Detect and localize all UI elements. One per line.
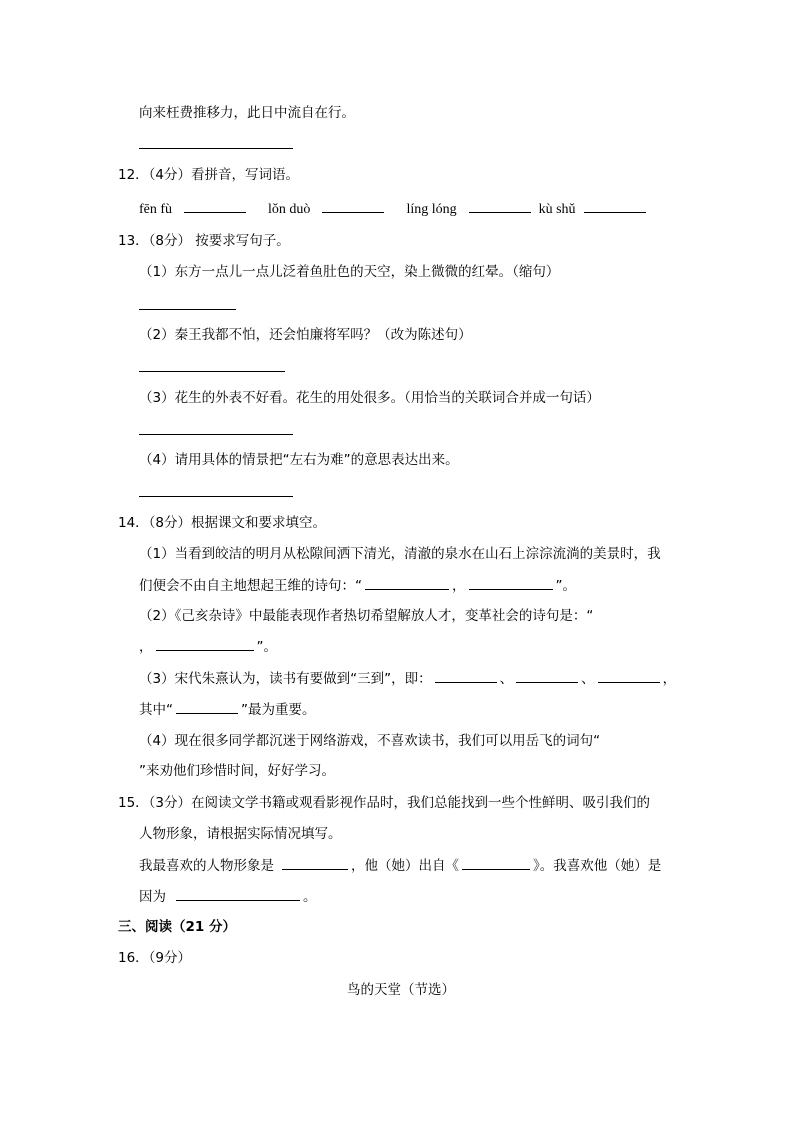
answer-blank-3[interactable] (469, 198, 531, 213)
text: ， (139, 639, 153, 655)
answer-blank-1[interactable] (184, 198, 246, 213)
q14-p1b (139, 575, 576, 596)
q14-p4b: ”来劝他们珍惜时间，好好学习。 (139, 763, 335, 779)
blank-q14-3c[interactable] (598, 668, 660, 683)
blank-q14-3d[interactable] (176, 699, 238, 714)
q13-header: 13．（8分） 按要求写句子。 (118, 233, 290, 249)
q16-header: 16．（9分） (118, 950, 192, 966)
q12-pinyin-row (139, 198, 649, 220)
answer-line-q13-2[interactable] (139, 371, 285, 372)
answer-blank-4[interactable] (584, 198, 646, 213)
q14-p1a: （1）当看到皎洁的明月从松隙间洒下清光，清澈的泉水在山石上淙淙流淌的美景时，我 (139, 546, 661, 562)
text: 、 (581, 671, 595, 687)
blank-q15-character[interactable] (282, 855, 348, 870)
text: （3）宋代朱熹认为，读书有要做到“三到”，即： (139, 671, 432, 687)
answer-line-q13-4[interactable] (139, 496, 293, 497)
text: 我最喜欢的人物形象是 (139, 858, 274, 874)
q14-header: 14．（8分）根据课文和要求填空。 (118, 515, 327, 531)
answer-line-q13-3[interactable] (139, 434, 293, 435)
section-title: 三、阅读（21 分） (118, 919, 236, 935)
q13-item-2: （2）秦王我都不怕，还会怕廉将军吗？（改为陈述句） (139, 327, 472, 343)
q12-header: 12．（4分）看拼音，写词语。 (118, 167, 300, 183)
text: ，他（她）出自《 (351, 858, 459, 874)
answer-line-q13-1[interactable] (139, 309, 236, 310)
blank-q14-1b[interactable] (469, 575, 553, 590)
text: ”最为重要。 (241, 702, 316, 718)
blank-q15-reason[interactable] (176, 886, 300, 901)
blank-q15-source[interactable] (462, 855, 530, 870)
q14-p3b (139, 699, 316, 720)
text: 。 (303, 889, 317, 905)
passage-title: 鸟的天堂（节选） (347, 982, 455, 998)
blank-q14-1a[interactable] (365, 575, 449, 590)
q13-item-1: （1）东方一点儿一点儿泛着鱼肚色的天空，染上微微的红晕。（缩句） (139, 264, 560, 280)
q14-p4a: （4）现在很多同学都沉迷于网络游戏，不喜欢读书，我们可以用岳飞的词句“ (139, 733, 601, 749)
poem-line: 向来枉费推移力，此日中流自在行。 (139, 105, 355, 121)
q14-p3a (139, 668, 676, 689)
blank-q14-2[interactable] (156, 636, 254, 651)
text: 们便会不由自主地想起王维的诗句：“ (139, 578, 362, 594)
text: 其中“ (139, 702, 173, 718)
q15-line4 (139, 886, 317, 907)
pinyin-1: fēn fù (139, 202, 173, 217)
q15-header: 15．（3分）在阅读文学书籍或观看影视作品时，我们总能找到一些个性鲜明、吸引我们的 (118, 795, 651, 811)
blank-q14-3b[interactable] (516, 668, 578, 683)
q15-header2: 人物形象，请根据实际情况填写。 (139, 826, 342, 842)
blank-q14-3a[interactable] (435, 668, 497, 683)
q14-p2b (139, 636, 277, 657)
answer-blank-2[interactable] (322, 198, 384, 213)
text: 》。我喜欢他（她）是 (533, 858, 662, 874)
text: ， (452, 578, 466, 594)
text: ， (662, 671, 677, 687)
text: 、 (499, 671, 514, 687)
text: ”。 (256, 639, 277, 655)
q14-p2a: （2）《己亥杂诗》中最能表现作者热切希望解放人才，变革社会的诗句是：“ (139, 608, 594, 624)
text: 因为 (139, 889, 166, 905)
q15-line3 (139, 855, 661, 876)
answer-line-poem[interactable] (139, 148, 293, 149)
pinyin-2: lǒn duò (268, 202, 311, 217)
q13-item-3: （3）花生的外表不好看。花生的用处很多。（用恰当的关联词合并成一句话） (139, 390, 600, 406)
pinyin-4: kù shǔ (538, 202, 576, 217)
pinyin-3: líng lóng (406, 202, 457, 217)
q13-item-4: （4）请用具体的情景把“左右为难”的意思表达出来。 (139, 452, 459, 468)
text: ”。 (555, 578, 576, 594)
